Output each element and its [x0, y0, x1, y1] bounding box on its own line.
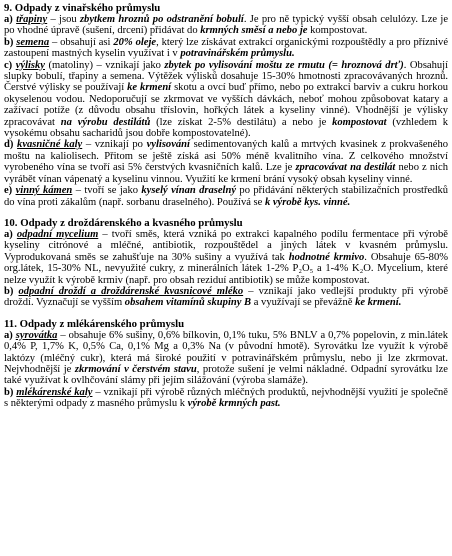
item-label: a) [4, 14, 13, 25]
section-title: 10. Odpady z droždárenského a kvasného průmyslu [4, 216, 243, 229]
text: nebo z nich vyrábět vínan vápenatý a kyselinu vinnou. Využití ke krmení brání vysoký obsah kyseliny vinné. [4, 162, 448, 185]
term: kvasničné kaly [17, 139, 83, 151]
text: (lze získat 2-5% destilátu) a nebo je [150, 116, 333, 128]
emphasis: zpracovávat na destilát [295, 162, 396, 174]
emphasis: krmných směsí a nebo je [200, 25, 308, 37]
emphasis: na výrobu destilátů [60, 116, 151, 128]
text: , který lze získávat extrakcí organickými rozpouštědly a pro příznivé zastoupení mastných kyselin využívat i v [4, 36, 449, 60]
term: třapiny [16, 14, 48, 25]
term: výlisky [15, 59, 45, 71]
text: – vznikají jako vedlejší produkty při výrobě droždí. Vyznačují se vyšším [4, 285, 448, 309]
term: syrovátka [15, 329, 58, 341]
text: sedimentovaných kalů a mrtvých kvasinek z prokvašeného moštu na kaliolisech. Přitom se ještě získá asi 50% méně kvalitního vína. Z celkového množství vyrobeného vína se tvoří asi 5% čerstvých kvasničních kalů. Lze je [4, 139, 449, 174]
emphasis: zbytkem hroznů po odstranění bobulí [79, 14, 244, 25]
emphasis: zbytek po vylisování moštu ze rmutu (= hroznová drť) [164, 59, 404, 71]
item-label: b) [4, 285, 14, 297]
text: – obsahují asi [49, 36, 114, 48]
emphasis: kyselý vínan draselný [141, 185, 237, 197]
list-item [4, 14, 448, 37]
text: a využívají se převážně [251, 297, 356, 309]
list-item [4, 60, 448, 140]
emphasis: potravinářském průmyslu. [180, 48, 295, 60]
emphasis: ke krmení. [355, 297, 402, 309]
emphasis: výrobě krmných past. [187, 398, 281, 410]
section [4, 2, 448, 208]
text: – jsou [47, 14, 80, 25]
section [4, 318, 448, 410]
emphasis: kompostovat [332, 116, 387, 128]
list-item [4, 286, 448, 309]
text: – vznikají při výrobě různých mléčných produktů, nejvhodnější využití je společně s některými odpady z masného průmyslu k [4, 386, 448, 410]
text: kompostovat. [307, 25, 368, 37]
emphasis: obsahem vitamínů skupiny B [124, 297, 252, 309]
item-label: b) [4, 386, 14, 398]
item-label: b) [4, 36, 14, 48]
emphasis: zkrmování v čerstvém stavu [74, 363, 197, 375]
text: – obsahuje 6% sušiny, 0,6% bílkovin, 0,1% tuku, 5% BNLV a 0,7% popelovin, z min.látek 0,4% P, 1,7% K, 0,5% Ca, 0,1% Mg a 0,3% Na (v původní hmotě). Syrovátku lze využít k výrobě laktózy (mléčný cukr), která má široké použití v potravinářském průmyslu, nebo ji lze zkrmovat. Nejvhodnější je [4, 329, 448, 375]
text: , protože sušení je velmi nákladné. Odpadní syrovátku lze také využívat k ovlhčování slámy při jejím silážování (výroba slamáže). [4, 363, 448, 387]
emphasis: ke krmení [127, 82, 172, 94]
term: vinný kámen [15, 185, 73, 197]
list-item [4, 387, 448, 410]
list-item [4, 37, 448, 60]
section-title: 11. Odpady z mlékárenského průmyslu [4, 317, 185, 330]
text: po přidávání některých stabilizačních prostředků do vína proti zákalům (např. sorbanu draselného). Používá se [4, 185, 448, 208]
item-label: e) [4, 185, 13, 197]
text: . Je pro ně typický vyšší obsah celulózy. Lze je po vhodné úpravě (sušení, drcení) přidávat do [4, 14, 449, 37]
item-label: a) [4, 228, 13, 240]
list-item [4, 139, 448, 185]
term: mlékárenské kaly [16, 386, 93, 398]
item-label: d) [4, 139, 14, 151]
text: (matoliny) – vznikají jako [45, 59, 165, 71]
list-item [4, 185, 448, 208]
emphasis: hodnotné krmivo [288, 251, 365, 263]
list-item [4, 229, 448, 286]
emphasis: k výrobě kys. vinné. [264, 196, 351, 208]
item-label: a) [4, 329, 13, 341]
text: – tvoří směs, která vzniká po extrakci kapalného podílu fermentace při výrobě kyseliny citrónové a mléčné, antibiotik, rozpouštědel a jiných látek v kvasném průmyslu. Vyprodukovaná směs se zahušťuje na 30% sušiny a využívá tak [4, 228, 448, 263]
section [4, 217, 448, 309]
text: – vznikají po [82, 139, 147, 151]
text: skotu a ovcí buď přímo, nebo po extrakci barviv a cukru horkou okyselenou vodou. Nedoporučují se zkrmovat ve vyšších dávkách, neboť mohou způsobovat katary a zažívací potíže (z důvodu obsahu tříslovin, hořkých látek a kyseliny vinné). Vhodnější je výlisky zpracovávat [4, 82, 449, 128]
text: . Obsahují slupky bobulí, třapiny a semena. Výtěžek výlisků dosahuje 15-30% hmotnosti zpracovávaných hroznů. Čerstvé výlisky se používají [4, 59, 449, 94]
list-item [4, 330, 448, 387]
text: . Obsahuje 65-80% org.látek, 15-30% NL, nevyužité cukry, z minerálních látek 1-2% P₂O₅ a 1-4% K₂O. Mycelium, které nelze využít k výrobě krmiv (např. pro obsah reziduí antibiotik) se může kompostovat. [4, 251, 448, 286]
emphasis: 20% oleje [113, 36, 157, 48]
term: semena [16, 36, 50, 48]
term: odpadní mycelium [16, 228, 99, 240]
term: odpadní droždí a droždárenské kvasnicové mléko [18, 285, 244, 297]
emphasis: vylisování [146, 139, 190, 151]
item-label: c) [4, 59, 13, 71]
text: (vzhledem k vysokému obsahu sacharidů jsou dobře kompostovatelné). [4, 116, 448, 140]
section-title: 9. Odpady z vinařského průmyslu [4, 2, 161, 14]
text: – tvoří se jako [72, 185, 142, 197]
